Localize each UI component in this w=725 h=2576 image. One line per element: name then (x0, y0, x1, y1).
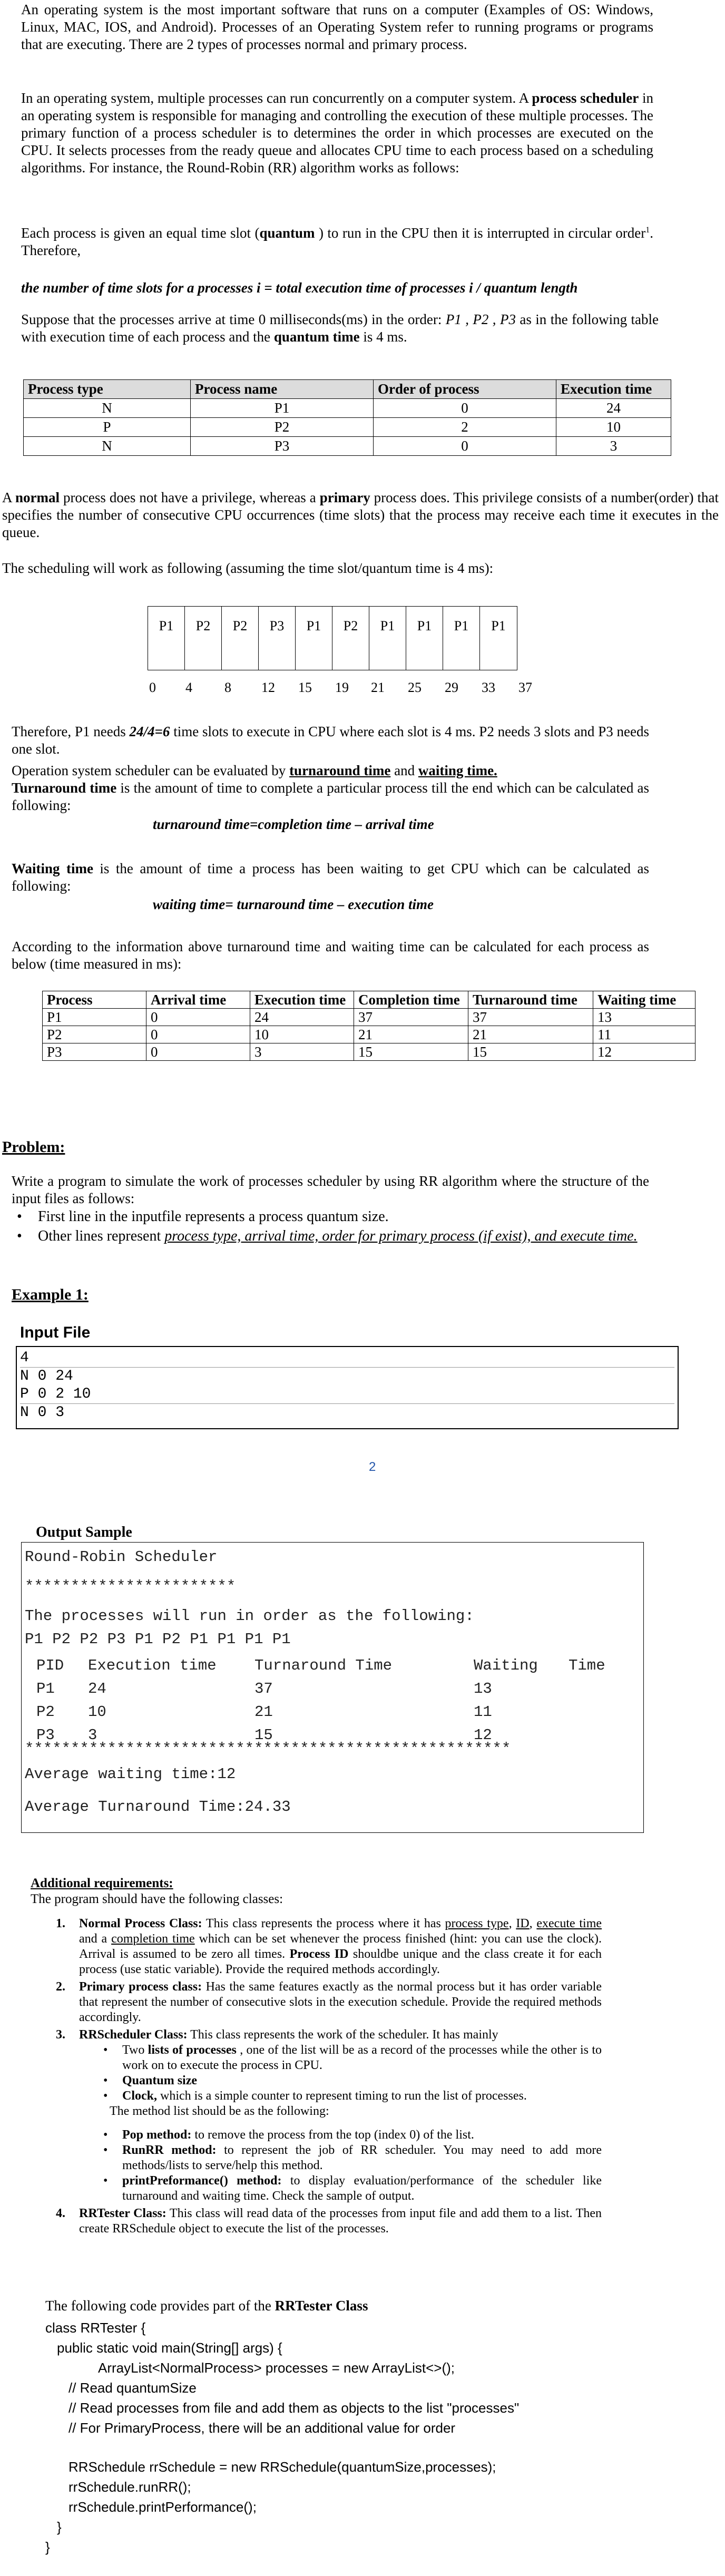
table-header: Waiting time (593, 991, 695, 1009)
bullet-icon: • (103, 2128, 108, 2142)
slots-explanation: Therefore, P1 needs 24/4=6 time slots to execute in CPU where each slot is 4 ms. P2 needs 3 slots and P3 needs one slot. (12, 724, 650, 757)
output-cell: P1 (36, 1680, 55, 1697)
output-cell: 11 (474, 1703, 492, 1721)
page-number: 2 (369, 1460, 376, 1474)
table-header: Order of process (374, 380, 556, 399)
tick-label: 15 (298, 680, 312, 695)
sub-item-text: RunRR method: to represent the job of RR scheduler. You may need to add more methods/lists to serve/help this method. (122, 2143, 602, 2172)
gantt-slot: P2 (185, 607, 222, 670)
sub-item-text: Quantum size (122, 2074, 198, 2087)
table-cell: 0 (146, 1026, 250, 1043)
requirements-list (56, 1916, 602, 2237)
output-header: Execution time (88, 1657, 217, 1674)
table-cell: P2 (191, 418, 374, 437)
output-cell: 24 (88, 1680, 106, 1697)
table-cell: 15 (468, 1043, 593, 1061)
table-cell: 0 (146, 1043, 250, 1061)
code-line: } (57, 2519, 62, 2535)
input-file-label: Input File (20, 1324, 91, 1341)
requirement-text: Primary process class: Has the same features exactly as the normal process but it has order variable that represent the number of consecutive slots in the execution schedule. Provide the required methods accordingly. (79, 1980, 602, 2024)
requirement-item (56, 1979, 602, 2025)
output-cell: 10 (88, 1703, 106, 1721)
sub-item (103, 2089, 602, 2104)
list-number: 3. (56, 2028, 65, 2042)
table-cell: 3 (250, 1043, 354, 1061)
table-cell: P1 (191, 399, 374, 418)
table-cell: 37 (468, 1009, 593, 1026)
scheduling-intro: The scheduling will work as following (assuming the time slot/quantum time is 4 ms): (2, 560, 494, 576)
problem-paragraph: Write a program to simulate the work of processes scheduler by using RR algorithm where the structure of the input files as follows: (12, 1173, 649, 1206)
sub-item (103, 2128, 602, 2143)
table-cell: 24 (250, 1009, 354, 1026)
sub-item (103, 2143, 602, 2173)
gantt-slot: P2 (332, 607, 369, 670)
tick-label: 4 (185, 680, 192, 695)
tick-label: 29 (445, 680, 458, 695)
bullet-item (17, 1227, 660, 1245)
requirements-intro: The program should have the following classes: (31, 1892, 283, 1906)
gantt-slot: P1 (443, 607, 480, 670)
calculation-paragraph: According to the information above turnaround time and waiting time can be calculated for each process as below (time measured in ms): (12, 939, 649, 972)
output-row (25, 1701, 640, 1724)
table-row (43, 1026, 695, 1043)
code-line: class RRTester { (45, 2320, 146, 2336)
table-header: Process name (191, 380, 374, 399)
table-cell: 37 (354, 1009, 468, 1026)
requirements-heading: Additional requirements: (31, 1876, 173, 1890)
table-cell: 11 (593, 1026, 695, 1043)
bullet-icon: • (17, 1208, 22, 1225)
output-header: PID (36, 1657, 64, 1674)
table-cell: P3 (191, 437, 374, 456)
output-order: P1 P2 P2 P3 P1 P2 P1 P1 P1 P1 (25, 1631, 291, 1648)
table-cell: 15 (354, 1043, 468, 1061)
gantt-slot: P3 (259, 607, 296, 670)
table-header: Arrival time (146, 991, 250, 1009)
table-cell: 12 (593, 1043, 695, 1061)
table-header: Turnaround time (468, 991, 593, 1009)
tick-label: 12 (261, 680, 275, 695)
table-cell: 0 (374, 437, 556, 456)
turnaround-paragraph: Turnaround time is the amount of time to complete a particular process till the end which can be calculated as following: (12, 780, 649, 813)
bullet-text: Other lines represent process type, arrival time, order for primary process (if exist), and execute time. (38, 1228, 638, 1244)
output-row (25, 1677, 640, 1701)
arrival-paragraph: Suppose that the processes arrive at time 0 milliseconds(ms) in the order: P1 , P2 , P3 as in the following table with execution time of each process and the quantum time is 4 ms. (21, 311, 659, 345)
input-line: N 0 3 (20, 1403, 674, 1422)
method-list-intro: The method list should be as the following: (110, 2104, 329, 2118)
code-line: RRSchedule rrSchedule = new RRSchedule(quantumSize,processes); (68, 2459, 496, 2475)
bullet-icon: • (103, 2043, 108, 2057)
tick-label: 33 (482, 680, 495, 695)
scheduler-sublist (56, 2043, 602, 2204)
table-cell: P1 (43, 1009, 146, 1026)
output-stars: *********************** (25, 1578, 236, 1595)
tick-label: 21 (371, 680, 385, 695)
requirement-item (56, 1916, 602, 1977)
table-header-row (24, 380, 671, 399)
input-line: P 0 2 10 (20, 1386, 91, 1402)
table-cell: 21 (468, 1026, 593, 1043)
intro-paragraph: An operating system is the most important software that runs on a computer (Examples of OS: Windows, Linux, MAC, IOS, and Android). Processes of an Operating System refer to running programs or programs that are executing. There are 2 types of processes normal and primary process. (21, 2, 653, 52)
table-row (24, 418, 671, 437)
output-cell: 13 (474, 1680, 492, 1697)
gantt-slot: P1 (296, 607, 332, 670)
table-row (24, 399, 671, 418)
waiting-paragraph: Waiting time is the amount of time a process has been waiting to get CPU which can be calculated as following: (12, 861, 649, 894)
output-title: Round-Robin Scheduler (25, 1548, 218, 1566)
requirement-text: RRTester Class: This class will read data of the processes from input file and add them to a list. Then create RRSchedule object to execute the list of the processes. (79, 2207, 602, 2236)
list-number: 1. (56, 1917, 65, 1930)
table-header: Process type (24, 380, 191, 399)
bullet-icon: • (17, 1228, 22, 1244)
table-row (43, 1009, 695, 1026)
list-number: 4. (56, 2207, 65, 2220)
output-header-row (25, 1654, 640, 1677)
list-number: 2. (56, 1980, 65, 1994)
bullet-text: First line in the inputfile represents a process quantum size. (38, 1208, 389, 1225)
gantt-slot: P1 (369, 607, 406, 670)
table-cell: P (24, 418, 191, 437)
output-cell: P2 (36, 1703, 55, 1721)
sub-item-text: printPreformance() method: to display evaluation/performance of the scheduler like turnaround and waiting time. Check the sample of output. (122, 2174, 602, 2203)
table-cell: 21 (354, 1026, 468, 1043)
table-cell: 0 (146, 1009, 250, 1026)
turnaround-formula: turnaround time=completion time – arrival time (153, 816, 434, 832)
code-line: // Read processes from file and add them as objects to the list "processes" (68, 2400, 520, 2416)
quantum-paragraph: Each process is given an equal time slot (quantum ) to run in the CPU then it is interrupted in circular order$^1$. Therefore, (21, 225, 653, 258)
output-order-text: The processes will run in order as the following: (25, 1607, 474, 1625)
table-cell: N (24, 437, 191, 456)
table-row (24, 437, 671, 456)
output-cell: 21 (254, 1703, 273, 1721)
gantt-slot: P2 (222, 607, 259, 670)
table-cell: P2 (43, 1026, 146, 1043)
table-cell: N (24, 399, 191, 418)
sub-item (103, 2173, 602, 2204)
output-header: Time (569, 1657, 605, 1674)
bullet-icon: • (103, 2174, 108, 2188)
table-cell: 10 (250, 1026, 354, 1043)
code-line: ArrayList<NormalProcess> processes = new ArrayList<>(); (98, 2360, 455, 2376)
input-line: N 0 24 (20, 1368, 73, 1384)
code-line: rrSchedule.runRR(); (68, 2479, 191, 2495)
table-cell: 0 (374, 399, 556, 418)
table-header: Completion time (354, 991, 468, 1009)
output-header: Waiting (474, 1657, 538, 1674)
requirement-text: RRScheduler Class: This class represents the work of the scheduler. It has mainly (79, 2028, 498, 2042)
gantt-chart (148, 606, 517, 670)
gantt-slot: P1 (491, 618, 506, 633)
output-box (21, 1542, 644, 1833)
table-cell: 24 (556, 399, 671, 418)
slots-formula: the number of time slots for a processes i = total execution time of processes i / quantum length (21, 280, 578, 296)
code-line: public static void main(String[] args) { (57, 2340, 282, 2356)
tick-label: 19 (335, 680, 349, 695)
table-header-row (43, 991, 695, 1009)
table-header: Execution time (250, 991, 354, 1009)
table-row (43, 1043, 695, 1061)
process-table (23, 379, 671, 456)
problem-heading: Problem: (2, 1138, 65, 1156)
tick-label: 37 (518, 680, 532, 695)
requirement-text: Normal Process Class: This class represents the process where it has process type, ID, execute time and a completion time which can be set whenever the process finished (hint: you can use the clock). Arrival is assumed to be zero all times. Process ID shouldbe unique and the class create it for each process (use static variable). Provide the required methods accordingly. (79, 1917, 602, 1976)
results-table (42, 991, 695, 1061)
problem-bullets (17, 1208, 660, 1245)
input-file-box (16, 1346, 679, 1429)
sub-item-text: Two lists of processes , one of the list will be as a record of the processes while the other is to work on to execute the process in CPU. (122, 2043, 602, 2072)
output-sample-label: Output Sample (36, 1524, 132, 1540)
table-header: Execution time (556, 380, 671, 399)
code-line: // Read quantumSize (68, 2380, 197, 2396)
code-line: rrSchedule.printPerformance(); (68, 2499, 257, 2515)
requirement-item (56, 2206, 602, 2237)
bullet-item (17, 1208, 660, 1225)
gantt-ticks (0, 680, 725, 701)
gantt-slot: P1 (148, 607, 185, 670)
output-cell: 3 (88, 1726, 97, 1744)
bullet-icon: • (103, 2074, 108, 2087)
table-cell: P3 (43, 1043, 146, 1061)
output-cell: 12 (474, 1726, 492, 1744)
sub-item (103, 2073, 602, 2089)
sub-item (103, 2043, 602, 2073)
evaluation-paragraph: Operation system scheduler can be evaluated by turnaround time and waiting time. (12, 763, 497, 778)
input-line: 4 (20, 1349, 674, 1368)
code-line: } (45, 2539, 50, 2555)
table-cell: 13 (593, 1009, 695, 1026)
output-cell: 37 (254, 1680, 273, 1697)
privilege-paragraph: A normal process does not have a privilege, whereas a primary process does. This privilege consists of a number(order) that specifies the number of consecutive CPU occurrences (time slots) that the process may receive each time it executes in the queue. (2, 490, 719, 540)
table-cell: 10 (556, 418, 671, 437)
table-cell: 2 (374, 418, 556, 437)
scheduler-paragraph: In an operating system, multiple processes can run concurrently on a computer system. A process scheduler in an operating system is responsible for managing and controlling the execution of these multiple processes. The primary function of a process scheduler is to determines the order in which processes are executed on the CPU. It selects processes from the ready queue and allocates CPU time to each process based on a scheduling algorithms. For instance, the Round-Robin (RR) algorithm works as follows: (21, 90, 653, 175)
gantt-slot: P1 (406, 607, 443, 670)
output-cell: 15 (254, 1726, 273, 1744)
output-header: Turnaround Time (254, 1657, 393, 1674)
output-row (25, 1724, 640, 1744)
tick-label: 25 (408, 680, 422, 695)
output-avg-wait: Average waiting time:12 (25, 1765, 236, 1783)
code-block (45, 2318, 678, 2557)
waiting-formula: waiting time= turnaround time – execution time (153, 896, 434, 912)
bullet-icon: • (103, 2143, 108, 2157)
output-stars: ***************************************************** (25, 1740, 511, 1758)
example-heading: Example 1: (12, 1286, 89, 1303)
tick-label: 0 (149, 680, 156, 695)
table-cell: 3 (556, 437, 671, 456)
requirement-item (56, 2027, 602, 2043)
sub-item-text: Clock, which is a simple counter to represent timing to run the list of processes. (122, 2089, 527, 2103)
tick-label: 8 (224, 680, 231, 695)
code-intro: The following code provides part of the RRTester Class (45, 2298, 368, 2314)
table-header: Process (43, 991, 146, 1009)
sub-item-text: Pop method: to remove the process from the top (index 0) of the list. (122, 2128, 474, 2142)
bullet-icon: • (103, 2089, 108, 2103)
output-cell: P3 (36, 1726, 55, 1744)
code-line: // For PrimaryProcess, there will be an additional value for order (68, 2420, 456, 2436)
output-avg-turnaround: Average Turnaround Time:24.33 (25, 1798, 291, 1816)
